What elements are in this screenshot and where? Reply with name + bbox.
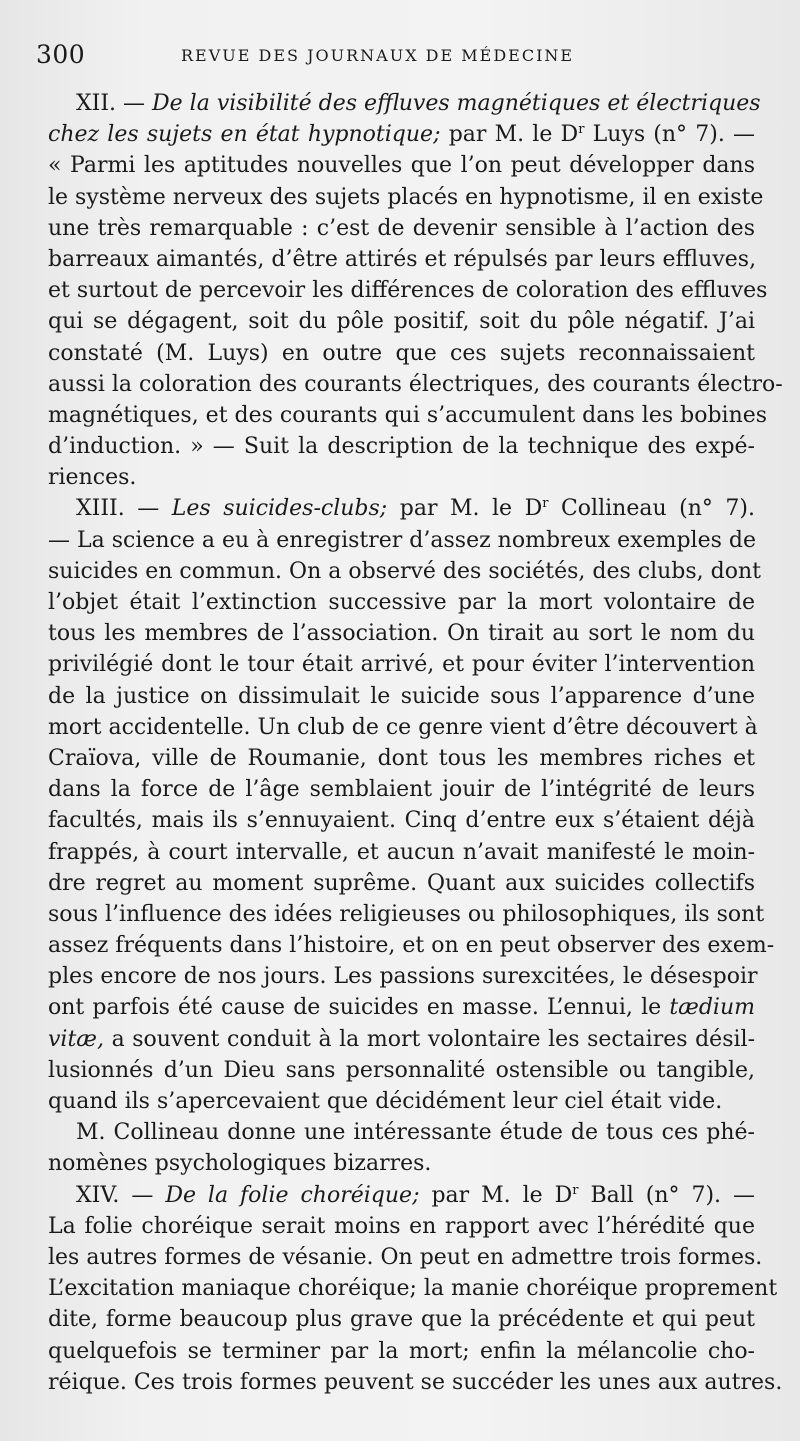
text-line	[48, 150, 755, 181]
italic-text: De la folie choréique;	[165, 1182, 420, 1208]
text-line	[48, 961, 758, 992]
text-segment: une très remarquable : c’est de devenir sensible à l’action des	[48, 215, 755, 241]
text-line	[48, 868, 755, 899]
text-segment: riences.	[48, 465, 137, 491]
text-segment: dre regret au moment suprême. Quant aux suicides collectifs	[48, 870, 755, 896]
text-line	[48, 431, 755, 462]
text-segment: facultés, mais ils s’ennuyaient. Cinq d’entre eux s’étaient déjà	[48, 808, 755, 834]
text-line	[48, 618, 755, 649]
text-segment: Craïova, ville de Roumanie, dont tous les membres riches et	[48, 745, 755, 771]
text-segment: nomènes psychologiques bizarres.	[48, 1151, 432, 1177]
text-segment: par M. le D	[419, 1182, 573, 1208]
text-line	[48, 681, 755, 712]
text-segment: XIV. —	[76, 1182, 166, 1208]
text-line	[48, 1336, 755, 1367]
text-segment: XII. —	[76, 91, 153, 116]
text-segment: d’induction. » — Suit la description de la technique des expé-	[48, 434, 755, 460]
italic-text: De la visibilité des effluves magnétiques et électriques	[152, 91, 761, 116]
text-segment: par M. le D	[440, 122, 579, 148]
italic-text: chez les sujets en état hypnotique;	[48, 122, 441, 148]
text-line	[48, 1055, 755, 1086]
text-segment: qui se dégagent, soit du pôle positif, soit du pôle négatif. J’ai	[48, 309, 755, 335]
text-line	[48, 805, 755, 836]
text-segment: tous les membres de l’association. On tirait au sort le nom du	[48, 621, 755, 647]
text-line	[48, 649, 755, 680]
text-line	[48, 306, 755, 337]
text-line	[48, 525, 755, 556]
text-line	[48, 587, 755, 618]
text-segment: privilégié dont le tour était arrivé, et pour éviter l’intervention	[48, 652, 755, 678]
text-segment: Collineau (n° 7).	[548, 496, 756, 522]
text-segment: par M. le D	[387, 496, 543, 522]
text-line	[48, 88, 761, 119]
text-line	[48, 338, 755, 369]
text-line	[48, 244, 755, 275]
text-line	[48, 462, 755, 493]
text-segment: suicides en commun. On a observé des sociétés, des clubs, dont	[48, 558, 761, 584]
text-segment: sous l’influence des idées religieuses ou philosophiques, ils sont	[48, 901, 765, 927]
text-segment: frappés, à court intervalle, et aucun n’avait manifesté le moin-	[48, 839, 755, 865]
italic-text: vitæ,	[48, 1026, 104, 1052]
text-segment: et surtout de percevoir les différences de coloration des effluves	[48, 278, 768, 304]
text-line	[48, 774, 755, 805]
text-line	[48, 1211, 755, 1242]
text-line	[48, 400, 768, 431]
text-segment: La folie choréique serait moins en rapport avec l’hérédité que	[48, 1213, 755, 1239]
text-segment: ont parfois été cause de suicides en masse. L’ennui, le	[48, 995, 670, 1021]
text-line	[48, 119, 755, 150]
text-segment: quelquefois se terminer par la mort; enfin la mélancolie cho-	[48, 1338, 755, 1364]
text-line	[48, 556, 761, 587]
text-line	[48, 837, 755, 868]
superscript: r	[572, 1182, 579, 1198]
text-line	[48, 275, 768, 306]
text-line	[48, 930, 775, 961]
text-segment: les autres formes de vésanie. On peut en admettre trois formes.	[48, 1244, 763, 1270]
page-header	[36, 40, 750, 72]
text-line	[48, 743, 755, 774]
text-line	[48, 369, 783, 400]
text-segment: constaté (M. Luys) en outre que ces sujets reconnaissaient	[48, 340, 755, 366]
text-segment: — La science a eu à enregistrer d’assez nombreux exemples de	[48, 527, 756, 553]
text-segment: XIII. —	[76, 496, 172, 522]
body-text	[48, 88, 783, 1398]
text-segment: quand ils s’apercevaient que décidément leur ciel était vide.	[48, 1089, 723, 1114]
text-line	[48, 899, 765, 930]
italic-text: tædium	[669, 995, 755, 1021]
text-segment: assez fréquents dans l’histoire, et on en peut observer des exem-	[48, 933, 775, 959]
text-segment: aussi la coloration des courants électriques, des courants électro-	[48, 371, 783, 397]
text-segment: ples encore de nos jours. Les passions surexcitées, le désespoir	[48, 964, 758, 990]
text-line	[48, 182, 764, 213]
text-segment: l’objet était l’extinction successive par la mort volontaire de	[48, 590, 755, 615]
text-segment: de la justice on dissimulait le suicide sous l’apparence d’une	[48, 683, 755, 709]
text-line	[48, 1242, 763, 1273]
text-line	[48, 493, 755, 524]
text-segment: mort accidentelle. Un club de ce genre vient d’être découvert à	[48, 714, 758, 740]
text-segment: le système nerveux des sujets placés en hypnotisme, il en existe	[48, 184, 764, 210]
text-segment: « Parmi les aptitudes nouvelles que l’on peut développer dans	[48, 153, 755, 179]
text-line	[48, 1304, 755, 1335]
page-number: 300	[36, 40, 86, 69]
text-line	[48, 1367, 783, 1398]
text-segment: lusionnés d’un Dieu sans personnalité ostensible ou tangible,	[48, 1057, 755, 1083]
superscript: r	[542, 496, 549, 512]
text-line	[48, 1273, 778, 1304]
text-segment: dite, forme beaucoup plus grave que la précédente et qui peut	[48, 1307, 755, 1333]
text-segment: Luys (n° 7). —	[584, 122, 756, 148]
italic-text: Les suicides-clubs;	[171, 496, 388, 522]
text-segment: réique. Ces trois formes peuvent se succéder les unes aux autres.	[48, 1369, 783, 1395]
text-segment: magnétiques, et des courants qui s’accumulent dans les bobines	[48, 402, 768, 428]
text-line	[48, 1148, 755, 1179]
text-line	[48, 1117, 755, 1148]
text-segment: a souvent conduit à la mort volontaire les sectaires désil-	[103, 1026, 755, 1052]
text-segment: L’excitation maniaque choréique; la manie choréique proprement	[48, 1276, 778, 1302]
text-line	[48, 712, 758, 743]
text-segment: barreaux aimantés, d’être attirés et répulsés par leurs effluves,	[48, 246, 757, 272]
superscript: r	[578, 122, 585, 138]
running-title: REVUE DES JOURNAUX DE MÉDECINE	[181, 46, 575, 65]
text-line	[48, 1086, 755, 1117]
text-line	[48, 992, 755, 1023]
text-line	[48, 1024, 755, 1055]
text-segment: Ball (n° 7). —	[578, 1182, 756, 1208]
text-segment: M. Collineau donne une intéressante étude de tous ces phé-	[76, 1120, 755, 1146]
text-line	[48, 1180, 755, 1211]
text-segment: dans la force de l’âge semblaient jouir de l’intégrité de leurs	[48, 777, 755, 803]
text-line	[48, 213, 755, 244]
